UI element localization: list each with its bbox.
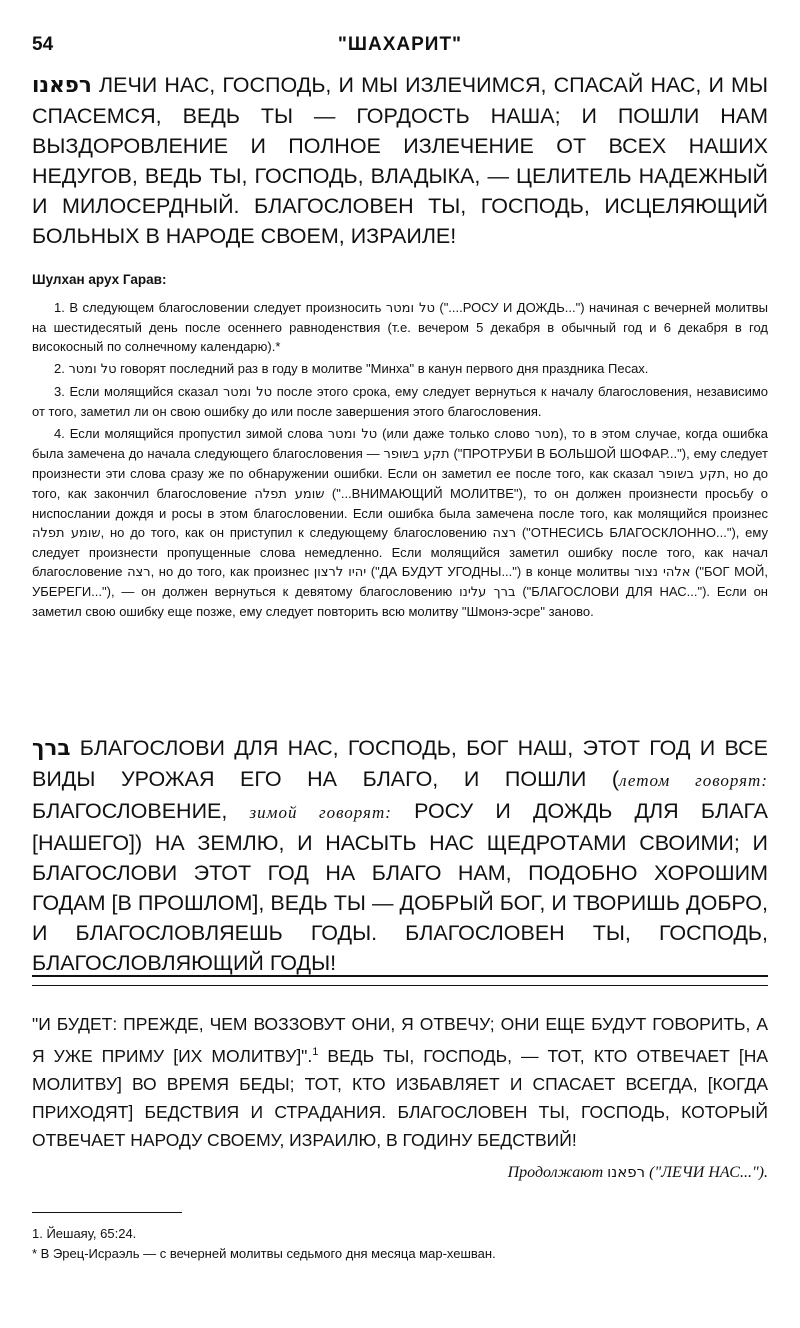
continue-instruction: Продолжают רפאנו ("ЛЕЧИ НАС..."). (507, 1163, 768, 1181)
blessing-heal-paragraph (32, 70, 768, 251)
law-item-1: 1. В следующем благословении следует произносить טל ומטר ("....РОСУ И ДОЖДЬ...") начиная с вечерней молитвы на шестидесятый день после осеннего равноденствия (т.е. вечером 5 декабря в обычный год и 6 декабря в год високосный по солнечному календарю).* (32, 300, 769, 354)
footnote-star: * В Эрец-Исраэль — с вечерней молитвы седьмого дня месяца мар-хешван. (32, 1246, 496, 1261)
law-item-2: 2. טל ומטר говорят последний раз в году в молитве "Минха" в канун первого дня праздника Песах. (54, 361, 649, 377)
hebrew-keyword: ברך (32, 736, 71, 761)
document-page (32, 0, 768, 1328)
law-item-4: 4. Если молящийся пропустил зимой слова טל ומטר (или даже только слово מטר), то в этом случае, когда ошибка была замечена до начала следующего благословения — תקע בשופר ("ПРОТРУБИ В БОЛЬШОЙ ШОФАР..."), ему следует произнести эти слова сразу же по обнаружении ошибки. Если он заметил ее после того, как сказал תקע בשופר, но до того, как закончил благословение שומע תפלה ("...ВНИМАЮЩИЙ МОЛИТВЕ"), то он должен произнести просьбу о ниспослании дождя и росы в этом благословении. Если ошибка была замечена после того, как молящийся произнес שומע תפלה, но до того, как он приступил к следующему благословению רצה ("ОТНЕСИСЬ БЛАГОСКЛОННО..."), ему следует произнести пропущенные слова немедленно. Если молящийся заметил ошибку после того, как начал благословение רצה, но до того, как произнес יהיו לרצון ("ДА БУДУТ УГОДНЫ...") в конце молитвы אלהי נצור ("БОГ МОЙ, УБЕРЕГИ..."), — он должен вернуться к девятому благословению ברך עלינו ("БЛАГОСЛОВИ ДЛЯ НАС..."). Если он заметил свою ошибку еще позже, ему следует повторить всю молитву "Шмонэ-эсре" заново. (32, 426, 769, 619)
divider (32, 985, 768, 986)
page-number: 54 (32, 34, 54, 55)
winter-note: зимой говорят: (249, 803, 392, 822)
footnotes (32, 1224, 768, 1264)
footnote-divider (32, 1212, 182, 1213)
footnote-ref: 1 (312, 1046, 319, 1058)
divider (32, 975, 768, 977)
page-header (32, 30, 768, 60)
footnote-1: 1. Йешаяу, 65:24. (32, 1226, 137, 1241)
blessing-heal-text: ЛЕЧИ НАС, ГОСПОДЬ, И МЫ ИЗЛЕЧИМСЯ, СПАСАЙ НАС, И МЫ СПАСЕМСЯ, ВЕДЬ ТЫ — ГОРДОСТЬ НАША; И ПОШЛИ НАМ ВЫЗДОРОВЛЕНИЕ И ПОЛНОЕ ИЗЛЕЧЕНИЕ ОТ ВСЕХ НАШИХ НЕДУГОВ, ВЕДЬ ТЫ, ГОСПОДЬ, ВЛАДЫКА, — ЦЕЛИТЕЛЬ НАДЕЖНЫЙ И МИЛОСЕРДНЫЙ. БЛАГОСЛОВЕН ТЫ, ГОСПОДЬ, ИСЦЕЛЯЮЩИЙ БОЛЬНЫХ В НАРОДЕ СВОЕМ, ИЗРАИЛЕ! (32, 73, 768, 248)
laws-heading: Шулхан арух Гарав: (32, 272, 167, 287)
laws-list (32, 298, 768, 624)
law-item-3: 3. Если молящийся сказал טל ומטר после этого срока, ему следует вернуться к началу благословения, независимо от того, заметил ли он свою ошибку до или после завершения этого благословения. (32, 384, 769, 419)
hebrew-keyword: רפאנו (32, 73, 92, 98)
summer-note: летом говорят: (619, 771, 768, 790)
running-title: "ШАХАРИТ" (337, 34, 463, 55)
blessing-years-paragraph: ברך БЛАГОСЛОВИ ДЛЯ НАС, ГОСПОДЬ, БОГ НАШ, ЭТОТ ГОД И ВСЕ ВИДЫ УРОЖАЯ ЕГО НА БЛАГО, И ПОШЛИ (летом говорят: БЛАГОСЛОВЕНИЕ, зимой говорят: РОСУ И ДОЖДЬ ДЛЯ БЛАГА [НАШЕГО]) НА ЗЕМЛЮ, И НАСЫТЬ НАС ЩЕДРОТАМИ СВОИМИ; И БЛАГОСЛОВИ ЭТОТ ГОД НА БЛАГО НАМ, ПОДОБНО ХОРОШИМ ГОДАМ [В ПРОШЛОМ], ВЕДЬ ТЫ — ДОБРЫЙ БОГ, И ТВОРИШЬ ДОБРО, И БЛАГОСЛОВЛЯЕШЬ ГОДЫ. БЛАГОСЛОВЕН ТЫ, ГОСПОДЬ, БЛАГОСЛОВЛЯЮЩИЙ ГОДЫ! (32, 736, 768, 975)
insert-paragraph: "И БУДЕТ: ПРЕЖДЕ, ЧЕМ ВОЗЗОВУТ ОНИ, Я ОТВЕЧУ; ОНИ ЕЩЕ БУДУТ ГОВОРИТЬ, А Я УЖЕ ПРИМУ [ИХ МОЛИТВУ]".$^1$ ВЕДЬ ТЫ, ГОСПОДЬ, — ТОТ, КТО ОТВЕЧАЕТ [НА МОЛИТВУ] ВО ВРЕМЯ БЕДЫ; ТОТ, КТО ИЗБАВЛЯЕТ И СПАСАЕТ ВСЕГДА, [КОГДА ПРИХОДЯТ] БЕДСТВИЯ И СТРАДАНИЯ. БЛАГОСЛОВЕН ТЫ, ГОСПОДЬ, КОТОРЫЙ ОТВЕЧАЕТ НАРОДУ СВОЕМУ, ИЗРАИЛЮ, В ГОДИНУ БЕДСТВИЙ! (32, 1014, 768, 1150)
